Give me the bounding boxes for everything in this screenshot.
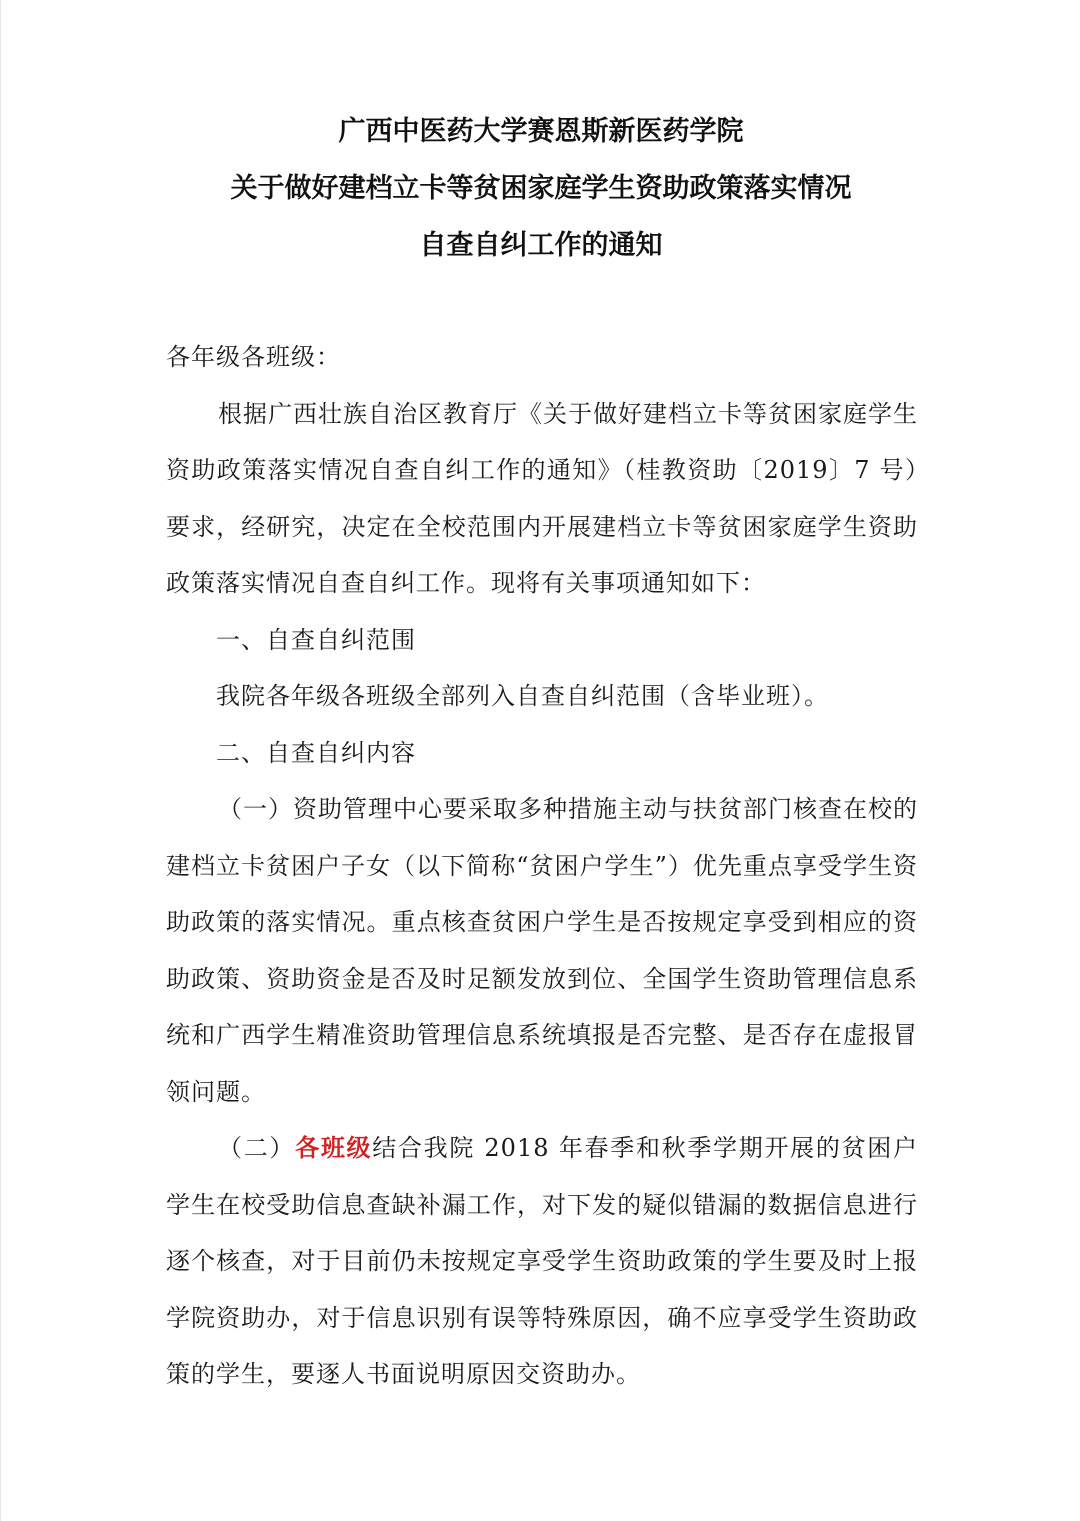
item-2-paragraph [166,1120,918,1403]
title-line-1: 广西中医药大学赛恩斯新医药学院 [338,116,744,147]
item-1-paragraph: （一）资助管理中心要采取多种措施主动与扶贫部门核查在校的建档立卡贫困户子女（以下简称“贫困户学生”）优先重点享受学生资助政策的落实情况。重点核查贫困户学生是否按规定享受到相应的资助政策、资助资金是否及时足额发放到位、全国学生资助管理信息系统和广西学生精准资助管理信息系统填报是否完整、是否存在虚报冒领问题。 [166,795,918,1106]
title-line-3: 自查自纠工作的通知 [419,230,663,261]
document-body [166,329,918,1403]
document-title [1,103,1080,274]
title-line-2: 关于做好建档立卡等贫困家庭学生资助政策落实情况 [230,173,852,204]
greeting: 各年级各班级： [166,343,341,371]
section-1-heading: 一、自查自纠范围 [216,625,416,654]
item-2-highlight: 各班级 [295,1133,373,1162]
item-2-text: 结合我院 2018 年春季和秋季学期开展的贫困户学生在校受助信息查缺补漏工作，对下发的疑似错漏的数据信息进行逐个核查，对于目前仍未按规定享受学生资助政策的学生要及时上报学院资助办，对于信息识别有误等特殊原因，确不应享受学生资助政策的学生，要逐人书面说明原因交资助办。 [166,1134,919,1388]
section-2-heading: 二、自查自纠内容 [216,738,416,767]
intro-paragraph: 根据广西壮族自治区教育厅《关于做好建档立卡等贫困家庭学生资助政策落实情况自查自纠工作的通知》（桂教资助〔2019〕7 号）要求，经研究，决定在全校范围内开展建档立卡等贫困家庭学生资助政策落实情况自查自纠工作。现将有关事项通知如下： [166,399,918,597]
item-2-prefix: （二） [218,1134,296,1162]
section-1-text: 我院各年级各班级全部列入自查自纠范围（含毕业班）。 [216,682,829,710]
